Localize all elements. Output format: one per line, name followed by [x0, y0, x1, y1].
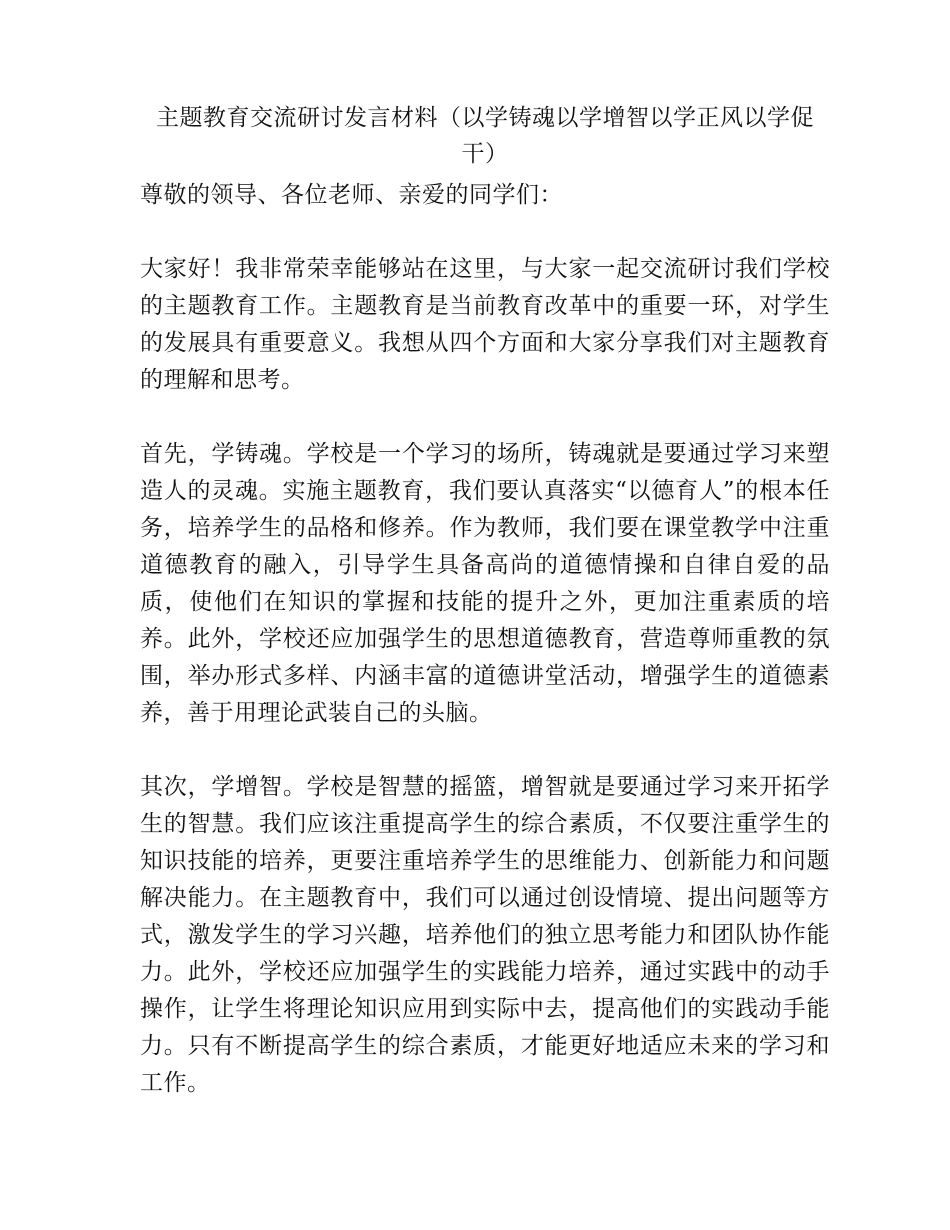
paragraph-greeting: 大家好！我非常荣幸能够站在这里，与大家一起交流研讨我们学校的主题教育工作。主题教育是当前教育改革中的重要一环，对学生的发展具有重要意义。我想从四个方面和大家分享我们对主题教育的理解和思考。	[140, 256, 830, 393]
paragraph-soul-building: 首先，学铸魂。学校是一个学习的场所，铸魂就是要通过学习来塑造人的灵魂。实施主题教育，我们要认真落实“以德育人”的根本任务，培养学生的品格和修养。作为教师，我们要在课堂教学中注重道德教育的融入，引导学生具备高尚的道德情操和自律自爱的品质，使他们在知识的掌握和技能的提升之外，更加注重素质的培养。此外，学校还应加强学生的思想道德教育，营造尊师重教的氛围，举办形式多样、内涵丰富的道德讲堂活动，增强学生的道德素养，善于用理论武装自己的头脑。	[140, 441, 830, 726]
paragraph-wisdom-building: 其次，学增智。学校是智慧的摇篮，增智就是要通过学习来开拓学生的智慧。我们应该注重提高学生的综合素质，不仅要注重学生的知识技能的培养，更要注重培养学生的思维能力、创新能力和问题解决能力。在主题教育中，我们可以通过创设情境、提出问题等方式，激发学生的学习兴趣，培养他们的独立思考能力和团队协作能力。此外，学校还应加强学生的实践能力培养，通过实践中的动手操作，让学生将理论知识应用到实际中去，提高他们的实践动手能力。只有不断提高学生的综合素质，才能更好地适应未来的学习和工作。	[140, 774, 830, 1096]
document-title: 主题教育交流研讨发言材料（以学铸魂以学增智以学正风以学促干）	[156, 105, 814, 167]
salutation: 尊敬的领导、各位老师、亲爱的同学们：	[140, 182, 563, 208]
